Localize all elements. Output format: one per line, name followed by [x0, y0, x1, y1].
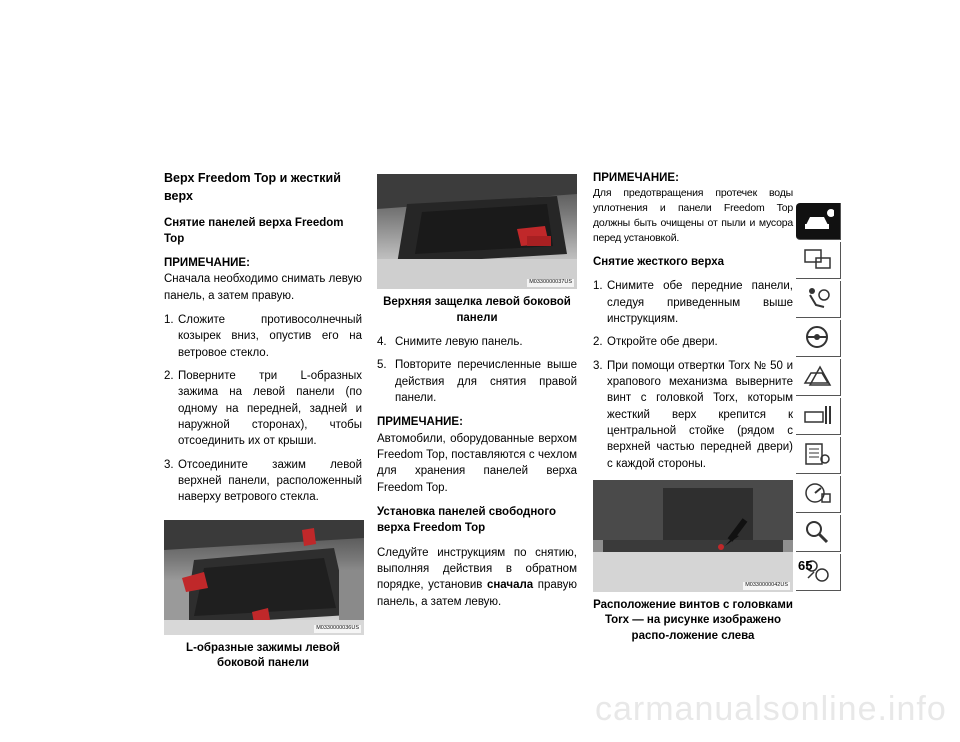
step-number: 1. — [164, 314, 174, 327]
service-tools-icon — [802, 402, 834, 428]
tab-specifications[interactable] — [796, 476, 841, 513]
step-number: 1. — [593, 280, 603, 293]
tab-steering-wheel[interactable] — [796, 320, 841, 357]
latch-illustration — [377, 174, 577, 289]
tab-maintenance[interactable] — [796, 437, 841, 474]
list-item — [164, 368, 362, 450]
note-text: Сначала необходимо снимать левую панель, а затем правую. — [164, 273, 362, 302]
photo-caption: Верхняя защелка левой боковой панели — [383, 296, 571, 324]
photo-caption: Расположение винтов с головками Torx — на рисунке изображено распо-ложение слева — [593, 598, 793, 642]
list-item — [377, 334, 577, 350]
tab-car-info[interactable] — [796, 203, 841, 240]
emergency-triangle-icon — [802, 363, 834, 389]
step-number: 3. — [164, 458, 174, 471]
paragraph-bold-text: сначала — [486, 579, 534, 592]
photo-torx-location — [593, 480, 793, 592]
subsection-title: Снятие жесткого верха — [593, 255, 724, 268]
chapter-tabs — [796, 203, 842, 593]
step-text: Отсоедините зажим левой верхней панели, расположенный наверху ветрового стекла. — [178, 458, 362, 504]
paragraph-text: Следуйте инструкциям по снятию, выполняя действия в обратном порядке, установив — [377, 546, 577, 592]
steps-list — [377, 334, 577, 406]
note-text: Автомобили, оборудованные верхом Freedom Top, поставляются с чехлом для хранения панелей верха Freedom Top. — [377, 432, 577, 494]
step-number: 2. — [593, 336, 603, 349]
step-text: При помощи отвертки Torx № 50 и храпового механизма выверните винт с головкой Torx, которым жесткий верх крепится к центральной стойке (рядом с верхней частью передней двери) с каждой стороны. — [607, 359, 793, 470]
paragraph-text: правую панель, а затем левую. — [377, 579, 577, 608]
list-item — [164, 312, 362, 361]
photo-upper-latch — [377, 174, 577, 289]
note-label: ПРИМЕЧАНИЕ: — [593, 172, 679, 184]
step-number: 4. — [377, 336, 387, 349]
note-label: ПРИМЕЧАНИЕ: — [164, 257, 250, 270]
install-paragraph — [377, 545, 577, 610]
watermark: carmanualsonline.info — [595, 690, 947, 728]
list-item — [377, 357, 577, 406]
photo-code: M0330000037US — [529, 279, 572, 286]
column-right — [593, 170, 793, 652]
note-text: Для предотвращения протечек воды уплотнения и панели Freedom Top должны быть очищены от пыли и мусора перед установкой. — [593, 187, 793, 245]
step-text: Снимите левую панель. — [395, 336, 523, 349]
tab-emergency[interactable] — [796, 359, 841, 396]
page-number: 65 — [798, 558, 813, 573]
step-number: 5. — [377, 359, 387, 372]
step-text: Снимите обе передние панели, следуя приведенным выше инструкциям. — [607, 280, 793, 325]
search-index-icon — [802, 519, 834, 545]
dashboard-message-icon — [802, 246, 834, 272]
subsection-title: Снятие панелей верха Freedom Top — [164, 216, 344, 245]
list-item — [164, 457, 362, 506]
step-text: Поверните три L-образных зажима на левой панели (по одному на передней, задней и наружной сторонах), чтобы отсоединить их от крыши. — [178, 370, 362, 448]
step-text: Сложите противосолнечный козырек вниз, опустив его на ветровое стекло. — [178, 314, 362, 359]
list-item — [593, 358, 793, 472]
step-text: Повторите перечисленные выше действия для снятия правой панели. — [395, 359, 577, 405]
maintenance-list-icon — [802, 441, 834, 467]
steps-list — [593, 278, 793, 472]
step-number: 2. — [164, 370, 174, 383]
car-info-icon — [802, 207, 834, 233]
tab-search-index[interactable] — [796, 515, 841, 552]
roof-interior-illustration — [164, 520, 364, 635]
section-title: Верх Freedom Top и жесткий верх — [164, 171, 341, 203]
step-text: Откройте обе двери. — [607, 336, 718, 349]
tab-dashboard-message[interactable] — [796, 242, 841, 279]
tab-safety-airbag[interactable] — [796, 281, 841, 318]
photo-code: M0330000036US — [316, 624, 359, 631]
list-item — [593, 278, 793, 327]
subsection-title: Установка панелей свободного верха Freedom Top — [377, 505, 556, 535]
specifications-gauge-icon — [802, 480, 834, 506]
torx-location-illustration — [593, 480, 793, 592]
steering-wheel-icon — [802, 324, 834, 350]
safety-airbag-icon — [802, 285, 834, 311]
step-number: 3. — [593, 359, 603, 372]
note-label: ПРИМЕЧАНИЕ: — [377, 416, 463, 429]
column-left — [164, 170, 362, 680]
photo-l-clamps — [164, 520, 364, 635]
column-middle — [377, 174, 577, 618]
list-item — [593, 334, 793, 350]
photo-caption: L-образные зажимы левой боковой панели — [186, 641, 340, 670]
steps-list — [164, 312, 362, 506]
tab-service[interactable] — [796, 398, 841, 435]
photo-code: M0330000042US — [745, 582, 788, 589]
